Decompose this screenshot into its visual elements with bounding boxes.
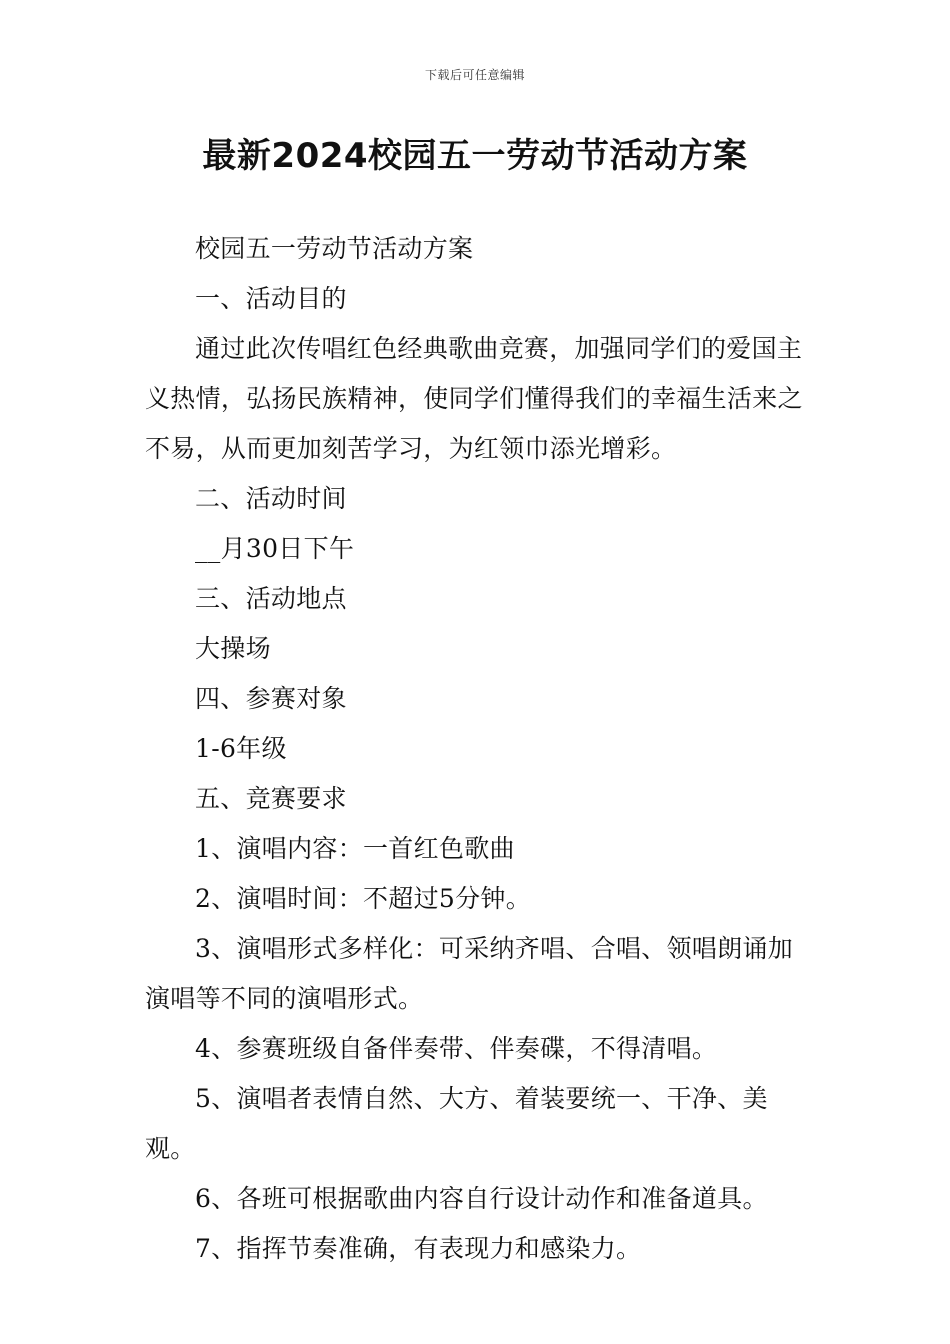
requirement-item-6: 6、各班可根据歌曲内容自行设计动作和准备道具。 (195, 1184, 768, 1213)
section-heading-participants: 四、参赛对象 (195, 684, 347, 713)
requirement-item-4: 4、参赛班级自备伴奏带、伴奏碟，不得清唱。 (195, 1034, 718, 1063)
requirement-item-2: 2、演唱时间：不超过5分钟。 (195, 884, 532, 913)
requirement-item-5: 5、演唱者表情自然、大方、着装要统一、干净、美观。 (145, 1084, 768, 1163)
paragraph-location: 大操场 (195, 634, 271, 663)
document-body (145, 224, 810, 1274)
section-heading-location: 三、活动地点 (195, 584, 347, 613)
requirement-item-1: 1、演唱内容：一首红色歌曲 (195, 834, 515, 863)
paragraph-purpose: 通过此次传唱红色经典歌曲竞赛，加强同学们的爱国主义热情，弘扬民族精神，使同学们懂得我们的幸福生活来之不易，从而更加刻苦学习，为红领巾添光增彩。 (145, 334, 803, 463)
section-heading-purpose: 一、活动目的 (195, 284, 347, 313)
paragraph-participants: 1-6年级 (195, 734, 287, 763)
paragraph-subtitle: 校园五一劳动节活动方案 (195, 234, 474, 263)
section-heading-requirements: 五、竞赛要求 (195, 784, 347, 813)
document-title: 最新2024校园五一劳动节活动方案 (202, 136, 748, 176)
requirement-item-7: 7、指挥节奏准确，有表现力和感染力。 (195, 1234, 642, 1263)
header-note: 下载后可任意编辑 (424, 68, 525, 82)
requirement-item-3: 3、演唱形式多样化：可采纳齐唱、合唱、领唱朗诵加演唱等不同的演唱形式。 (145, 934, 794, 1013)
section-heading-time: 二、活动时间 (195, 484, 347, 513)
paragraph-time: __月30日下午 (195, 534, 355, 563)
